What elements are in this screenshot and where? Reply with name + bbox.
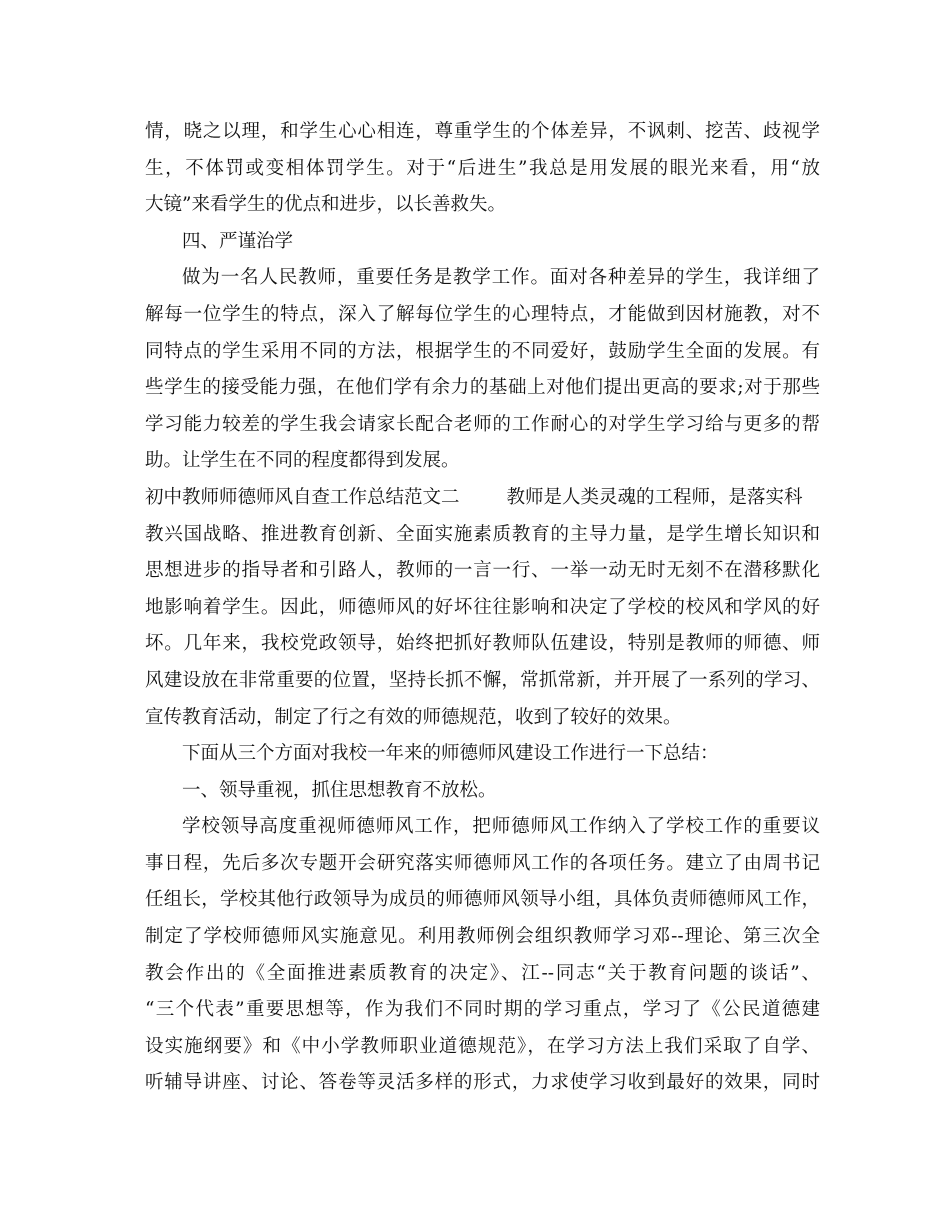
text-line: 助。让学生在不同的程度都得到发展。 [145,450,460,472]
article-title-line: 初中教师师德师风自查工作总结范文二 教师是人类灵魂的工程师，是落实科 [145,486,803,508]
text-line: 听辅导讲座、讨论、答卷等灵活多样的形式，力求使学习收到最好的效果，同时 [145,1072,820,1094]
text-line: 设实施纲要》和《中小学教师职业道德规范》，在学习方法上我们采取了自学、 [145,1035,820,1057]
text-line: 学习能力较差的学生我会请家长配合老师的工作耐心的对学生学习给与更多的帮 [145,413,820,435]
document-body [145,114,820,1102]
text-line: 教兴国战略、推进教育创新、全面实施素质教育的主导力量，是学生增长知识和 [145,523,820,545]
text-line: 任组长，学校其他行政领导为成员的师德师风领导小组，具体负责师德师风工作， [145,889,820,911]
section-heading: 四、严谨治学 [182,230,294,252]
section-heading: 一、领导重视，抓住思想教育不放松。 [182,779,497,801]
text-line: 思想进步的指导者和引路人，教师的一言一行、一举一动无时无刻不在潜移默化 [145,560,820,582]
text-line: 制定了学校师德师风实施意见。利用教师例会组织教师学习邓--理论、第三次全 [145,926,820,948]
text-line: 些学生的接受能力强，在他们学有余力的基础上对他们提出更高的要求;对于那些 [145,377,820,399]
text-line: 下面从三个方面对我校一年来的师德师风建设工作进行一下总结： [182,743,719,765]
text-line: 做为一名人民教师，重要任务是教学工作。面对各种差异的学生，我详细了 [182,267,820,289]
text-line: 地影响着学生。因此，师德师风的好坏往往影响和决定了学校的校风和学风的好 [145,596,820,618]
text-line: 宣传教育活动，制定了行之有效的师德规范，收到了较好的效果。 [145,706,682,728]
text-line: 大镜”来看学生的优点和进步，以长善救失。 [145,194,506,216]
text-line: 事日程，先后多次专题开会研究落实师德师风工作的各项任务。建立了由周书记 [145,852,820,874]
text-line: 解每一位学生的特点，深入了解每位学生的心理特点，才能做到因材施教，对不 [145,303,820,325]
text-line: 学校领导高度重视师德师风工作，把师德师风工作纳入了学校工作的重要议 [182,816,820,838]
text-line: 风建设放在非常重要的位置，坚持长抓不懈，常抓常新，并开展了一系列的学习、 [145,669,820,691]
text-line: 同特点的学生采用不同的方法，根据学生的不同爱好，鼓励学生全面的发展。有 [145,340,820,362]
text-line: 情，晓之以理，和学生心心相连，尊重学生的个体差异，不讽刺、挖苦、歧视学 [145,121,820,142]
text-line: 坏。几年来，我校党政领导，始终把抓好教师队伍建设，特别是教师的师德、师 [145,633,820,655]
text-line: 教会作出的《全面推进素质教育的决定》、江--同志“关于教育问题的谈话”、 [145,962,820,984]
text-line: “三个代表”重要思想等，作为我们不同时期的学习重点，学习了《公民道德建 [145,999,820,1021]
text-line: 生，不体罚或变相体罚学生。对于“后进生”我总是用发展的眼光来看，用“放 [145,157,820,179]
